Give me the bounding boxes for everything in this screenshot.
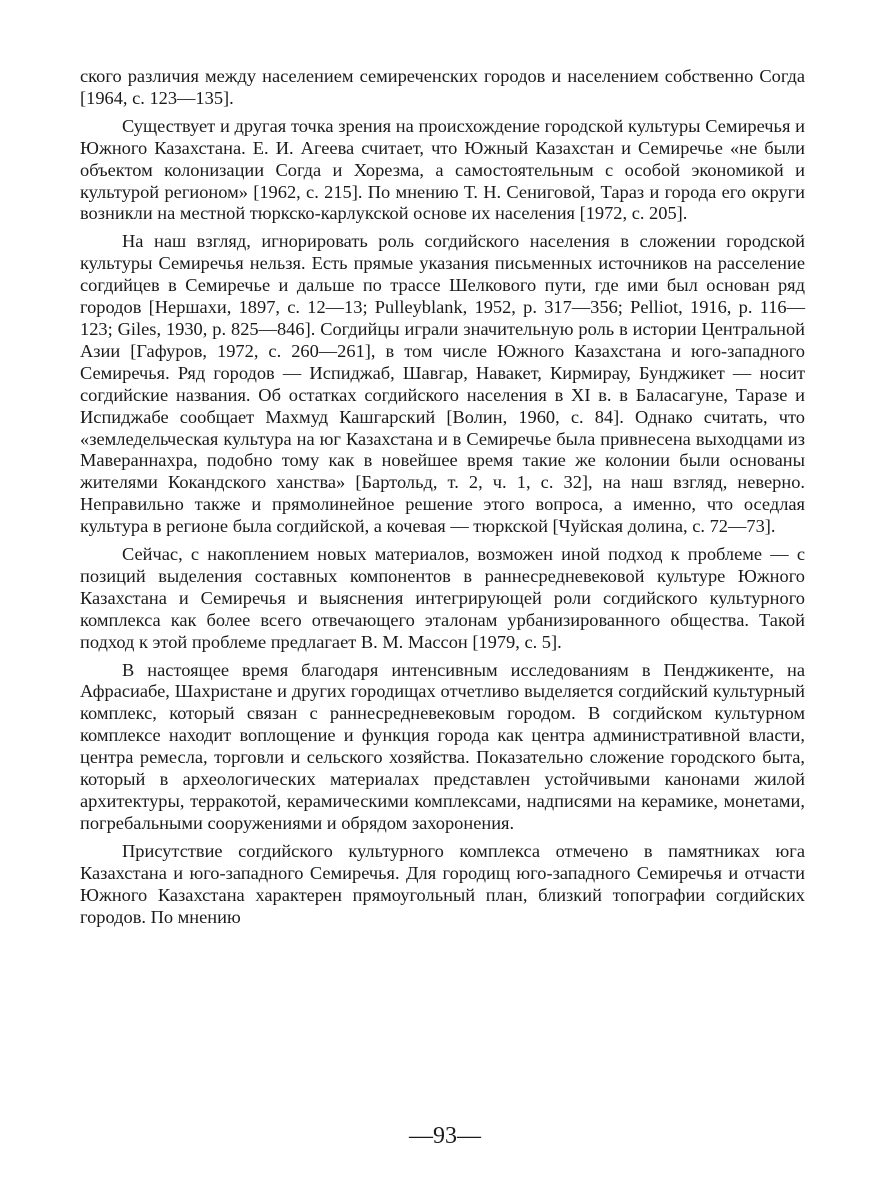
paragraph-sogdian-complex: В настоящее время благодаря интенсивным исследованиям в Пенджикенте, на Афрасиабе, Шахристане и других городищах отчетливо выделяется согдийский культурный комплекс, который связан с раннесредневековым городом. В согдийском культурном комплексе находит воплощение и функция города как центра административной власти, центра ремесла, торговли и сельского хозяйства. Показательно сложение городского быта, который в археологических материалах представлен устойчивыми канонами жилой архитектуры, терракотой, керамическими комплексами, надписями на керамике, монетами, погребальными сооружениями и обрядом захоронения. bbox=[80, 659, 805, 833]
page-number: —93— bbox=[409, 1123, 481, 1149]
paragraph-presence: Присутствие согдийского культурного комплекса отмечено в памятниках юга Казахстана и юго-западного Семиречья. Для городищ юго-западного Семиречья и отчасти Южного Казахстана характерен прямоугольный план, близкий топографии согдийских городов. По мнению bbox=[80, 840, 805, 927]
paragraph-sogdian-role: На наш взгляд, игнорировать роль согдийского населения в сложении городской культуры Семиречья нельзя. Есть прямые указания письменных источников на расселение согдийцев в Семиречье и дальше по трассе Шелкового пути, где ими был основан ряд городов [Нершахи, 1897, с. 12—13; Pulleyblank, 1952, p. 317—356; Pelliot, 1916, p. 116—123; Giles, 1930, p. 825—846]. Согдийцы играли значительную роль в истории Центральной Азии [Гафуров, 1972, с. 260—261], в том числе Южного Казахстана и юго-западного Семиречья. Ряд городов — Испиджаб, Шавгар, Навакет, Кирмирау, Бунджикет — носит согдийские названия. Об остатках согдийского населения в XI в. в Баласагуне, Таразе и Испиджабе сообщает Махмуд Кашгарский [Волин, 1960, с. 84]. Однако считать, что «земледельческая культура на юг Казахстана и в Семиречье была привнесена выходцами из Мавераннахра, подобно тому как в новейшее время такие же колонии были основаны жителями Кокандского ханства» [Бартольд, т. 2, ч. 1, с. 32], на наш взгляд, неверно. Неправильно также и прямолинейное решение этого вопроса, а именно, что оседлая культура в регионе была согдийской, а кочевая — тюркской [Чуйская долина, с. 72—73]. bbox=[80, 231, 805, 537]
paragraph-new-approach: Сейчас, с накоплением новых материалов, возможен иной подход к проблеме — с позиций выделения составных компонентов в раннесредневековой культуре Южного Казахстана и Семиречья и выяснения интегрирующей роли согдийского культурного комплекса как более всего отвечающего эталонам урбанизированного общества. Такой подход к этой проблеме предлагает В. М. Массон [1979, с. 5]. bbox=[80, 544, 805, 652]
paragraph-continuation: ского различия между населением семиреченских городов и населением собственно Согда [1964, с. 123—135]. bbox=[80, 66, 805, 108]
page-body bbox=[80, 66, 805, 934]
paragraph-other-viewpoint: Существует и другая точка зрения на происхождение городской культуры Семиречья и Южного Казахстана. Е. И. Агеева считает, что Южный Казахстан и Семиречье «не были объектом колонизации Согда и Хорезма, а самостоятельным с особой экономикой и культурой регионом» [1962, с. 215]. По мнению Т. Н. Сениговой, Тараз и города его округи возникли на местной тюркско-карлукской основе их населения [1972, с. 205]. bbox=[80, 115, 805, 224]
